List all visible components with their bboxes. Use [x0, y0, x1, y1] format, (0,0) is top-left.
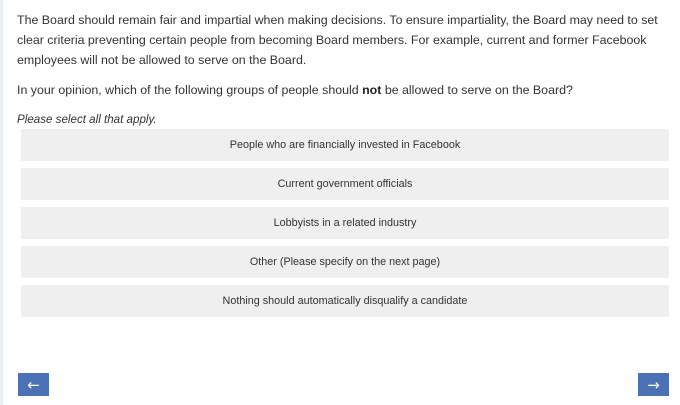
option-other[interactable] — [21, 246, 669, 278]
option-label: Lobbyists in a related industry — [273, 217, 417, 229]
intro-text: The Board should remain fair and impartial when making decisions. To ensure impartiality, the Board may need to set clear criteria preventing certain people from becoming Board members. For example, current and former Facebook employees will not be allowed to serve on the Board. — [17, 13, 658, 67]
option-nothing-disqualifies[interactable] — [21, 285, 669, 317]
question-text — [17, 80, 669, 100]
question-text-before: In your opinion, which of the following groups of people should — [17, 83, 363, 97]
option-label: Nothing should automatically disqualify a candidate — [222, 295, 468, 307]
next-button[interactable] — [638, 373, 669, 396]
answer-options — [21, 129, 669, 324]
option-label: People who are financially invested in Facebook — [229, 139, 461, 151]
instruction-text: Please select all that apply. — [17, 113, 157, 126]
option-label: Current government officials — [277, 178, 413, 190]
back-button[interactable] — [18, 373, 49, 396]
option-government-officials[interactable] — [21, 168, 669, 200]
option-label: Other (Please specify on the next page) — [249, 256, 441, 268]
left-edge-rule — [0, 0, 3, 405]
arrow-left-icon: ← — [27, 375, 40, 394]
option-lobbyists[interactable] — [21, 207, 669, 239]
question-block — [17, 10, 669, 146]
arrow-right-icon: → — [647, 375, 660, 394]
option-financially-invested[interactable] — [21, 129, 669, 161]
question-emphasis: not — [362, 83, 382, 97]
question-text-after: be allowed to serve on the Board? — [381, 83, 573, 97]
